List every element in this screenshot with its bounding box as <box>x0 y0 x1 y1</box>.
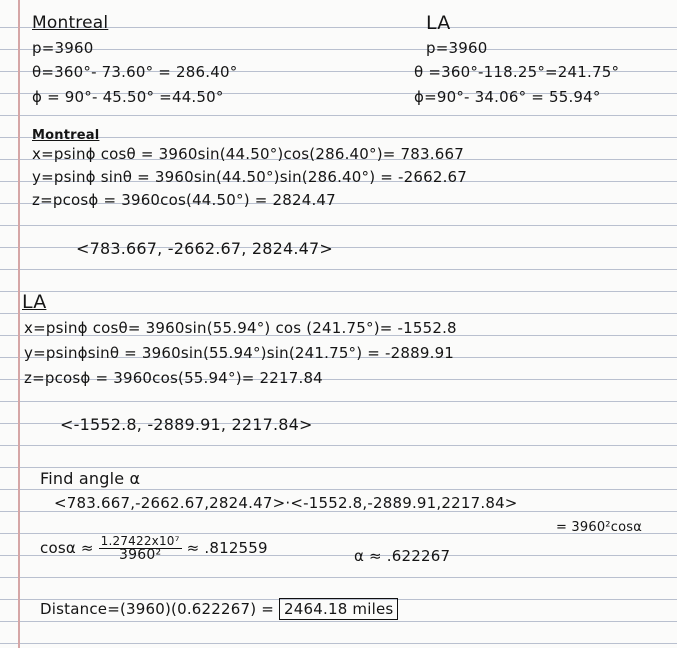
dot-product-equals: = 3960²cosα <box>556 520 642 535</box>
la-x: x=psinϕ cosθ= 3960sin(55.94°) cos (241.75°)= -1552.8 <box>24 319 457 337</box>
dot-product: <783.667,-2662.67,2824.47>·<-1552.8,-2889.91,2217.84> <box>54 494 518 512</box>
alpha-value: α ≈ .622267 <box>354 547 451 565</box>
la-rho: p=3960 <box>426 39 488 57</box>
margin-line <box>18 0 20 648</box>
cos-alpha-label: cosα ≈ <box>40 539 94 557</box>
la-theta: θ =360°-118.25°=241.75° <box>414 63 620 81</box>
montreal-y: y=psinϕ sinθ = 3960sin(44.50°)sin(286.40°) = -2662.67 <box>32 168 468 186</box>
montreal-phi: ϕ = 90°- 45.50° =44.50° <box>32 88 224 106</box>
angle-heading: Find angle α <box>40 469 141 488</box>
cos-alpha-row <box>40 535 268 562</box>
cos-alpha-fraction <box>99 535 182 562</box>
montreal-x: x=psinϕ cosθ = 3960sin(44.50°)cos(286.40°)= 783.667 <box>32 145 464 163</box>
montreal-heading: Montreal <box>32 13 109 33</box>
la-coords-heading: LA <box>22 291 47 313</box>
fraction-denominator: 3960² <box>119 547 162 563</box>
cos-alpha-value: ≈ .812559 <box>186 539 268 557</box>
montreal-z: z=pcosϕ = 3960cos(44.50°) = 2824.47 <box>32 191 336 209</box>
fraction-numerator: 1.27422x10⁷ <box>100 534 180 548</box>
distance-result-box: 2464.18 miles <box>279 598 398 620</box>
la-heading: LA <box>426 12 451 34</box>
la-y: y=psinϕsinθ = 3960sin(55.94°)sin(241.75°) = -2889.91 <box>24 344 455 362</box>
distance-row <box>40 600 398 618</box>
montreal-vector: <783.667, -2662.67, 2824.47> <box>76 239 334 258</box>
la-phi: ϕ=90°- 34.06° = 55.94° <box>414 88 601 106</box>
la-vector: <-1552.8, -2889.91, 2217.84> <box>60 415 313 434</box>
distance-expression: Distance=(3960)(0.622267) = <box>40 600 275 618</box>
montreal-rho: p=3960 <box>32 39 94 57</box>
montreal-coords-heading: Montreal <box>32 128 100 143</box>
la-z: z=pcosϕ = 3960cos(55.94°)= 2217.84 <box>24 369 323 387</box>
montreal-theta: θ=360°- 73.60° = 286.40° <box>32 63 238 81</box>
